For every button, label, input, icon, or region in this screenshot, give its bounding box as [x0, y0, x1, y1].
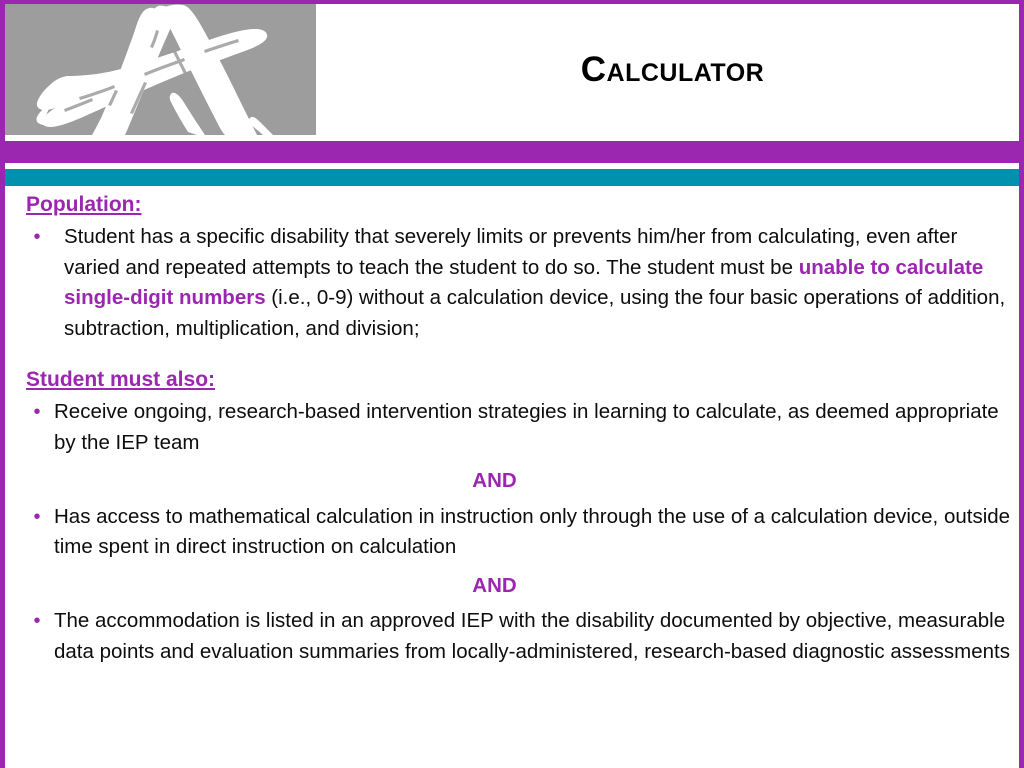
accent-bar-teal [0, 169, 1024, 186]
list-item [18, 222, 1011, 344]
list-item [18, 397, 1011, 458]
logo-container [5, 4, 316, 135]
section-heading-population: Population: [26, 193, 142, 216]
bullet-marker-icon: • [33, 610, 41, 633]
brushstroke-letter-a-icon [5, 4, 316, 135]
bullet-text-part-1: Student has a specific disability that severely limits or prevents him/her from calculating, even after varied and repeated attempts to teach the student to do so. The student must be [64, 225, 958, 279]
bullet-text-part-2: (i.e., 0-9) without a calculation device, using the four basic operations of addition, subtraction, multiplication, and division; [64, 286, 1006, 340]
list-item-text: The accommodation is listed in an approved IEP with the disability documented by objective, measurable data points and evaluation summaries from locally-administered, research-based diagnostic assessments [54, 609, 1010, 663]
bullet-marker-icon: • [33, 401, 41, 424]
bullet-marker-icon: • [33, 505, 41, 528]
bullet-marker-icon: • [33, 226, 41, 249]
slide-title-container [316, 4, 1019, 135]
slide-header [0, 0, 1024, 137]
connector-and: AND [472, 469, 517, 493]
page-title: Calculator [580, 50, 765, 89]
accent-bar-purple [0, 141, 1024, 163]
list-item [18, 606, 1011, 667]
list-item-text [64, 222, 1011, 344]
connector-and: AND [472, 573, 517, 597]
list-item-text: Receive ongoing, research-based intervention strategies in learning to calculate, as deemed appropriate by the IEP team [54, 400, 999, 454]
list-item-text: Has access to mathematical calculation in instruction only through the use of a calculation device, outside time spent in direct instruction on calculation [54, 504, 1011, 559]
slide-body [5, 186, 1019, 667]
list-item [18, 502, 1011, 563]
section-heading-student-must-also: Student must also: [26, 368, 216, 392]
bullet-text-highlight: unable to calculate single-digit numbers [64, 255, 984, 310]
